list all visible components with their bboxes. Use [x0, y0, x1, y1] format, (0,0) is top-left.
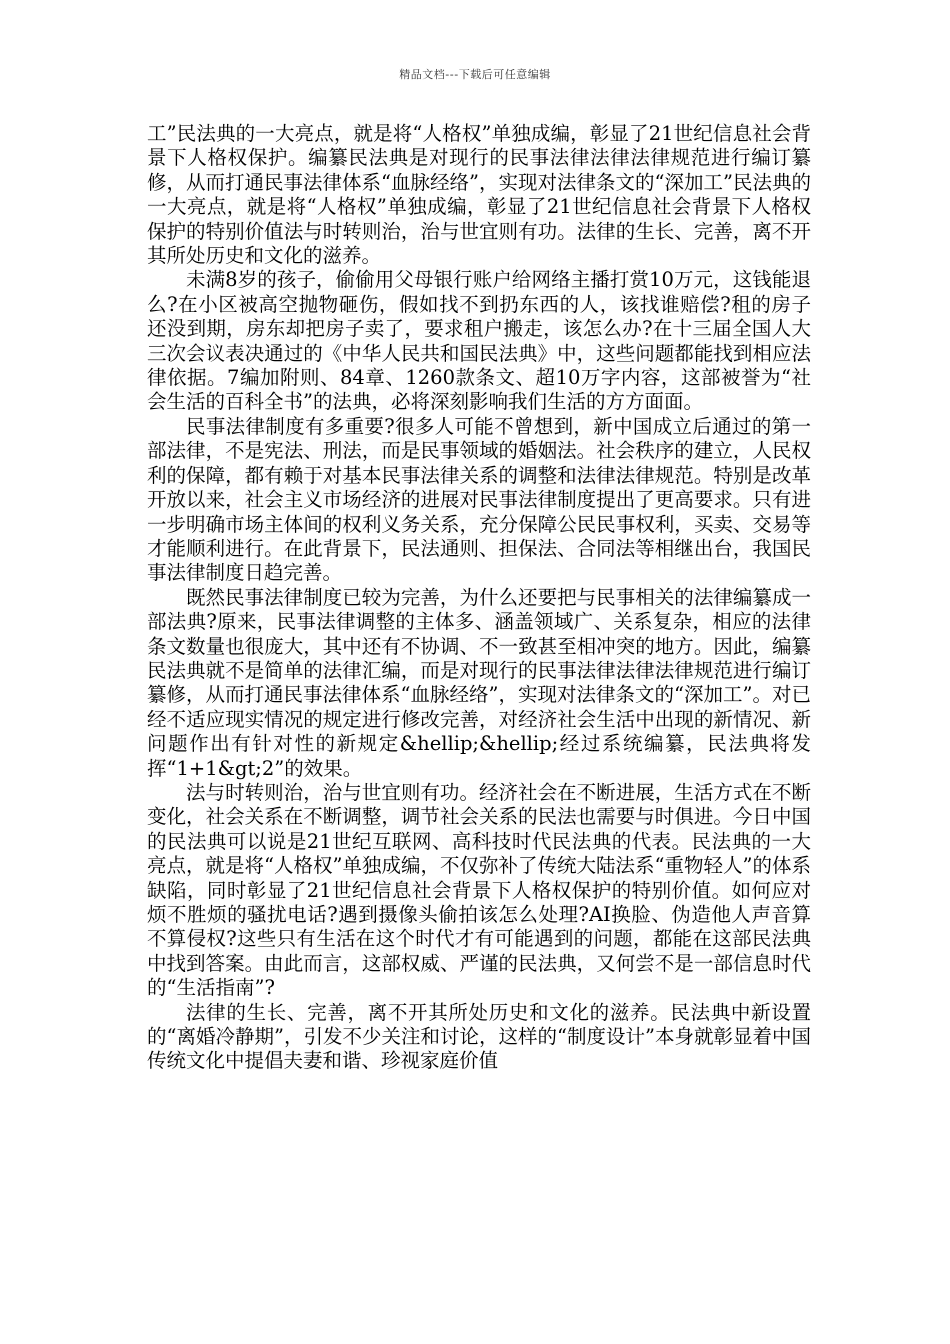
paragraph-4: 既然民事法律制度已较为完善，为什么还要把与民事相关的法律编纂成一部法典?原来，民事法律调整的主体多、涵盖领域广、关系复杂，相应的法律条文数量也很庞大，其中还有不协调、不一致甚至相冲突的地方。因此，编纂民法典就不是简单的法律汇编，而是对现行的民事法律法律法律规范进行编订纂修，从而打通民事法律体系“血脉经络”，实现对法律条文的“深加工”。对已经不适应现实情况的规定进行修改完善，对经济社会生活中出现的新情况、新问题作出有针对性的新规定&hellip;&hellip;经过系统编纂，民法典将发挥“1+1&gt;2”的效果。: [147, 585, 811, 780]
paragraph-6: 法律的生长、完善，离不开其所处历史和文化的滋养。民法典中新设置的“离婚冷静期”，引发不少关注和讨论，这样的“制度设计”本身就彰显着中国传统文化中提倡夫妻和谐、珍视家庭价值: [147, 1000, 811, 1073]
document-body: [147, 122, 811, 1074]
paragraph-5: 法与时转则治，治与世宜则有功。经济社会在不断进展，生活方式在不断变化，社会关系在不断调整，调节社会关系的民法也需要与时俱进。今日中国的民法典可以说是21世纪互联网、高科技时代民法典的代表。民法典的一大亮点，就是将“人格权”单独成编，不仅弥补了传统大陆法系“重物轻人”的体系缺陷，同时彰显了21世纪信息社会背景下人格权保护的特别价值。如何应对烦不胜烦的骚扰电话?遇到摄像头偷拍该怎么处理?AI换脸、伪造他人声音算不算侵权?这些只有生活在这个时代才有可能遇到的问题，都能在这部民法典中找到答案。由此而言，这部权威、严谨的民法典，又何尝不是一部信息时代的“生活指南”?: [147, 780, 811, 1000]
paragraph-3: 民事法律制度有多重要?很多人可能不曾想到，新中国成立后通过的第一部法律，不是宪法、刑法，而是民事领域的婚姻法。社会秩序的建立，人民权利的保障，都有赖于对基本民事法律关系的调整和法律法律规范。特别是改革开放以来，社会主义市场经济的进展对民事法律制度提出了更高要求。只有进一步明确市场主体间的权利义务关系，充分保障公民民事权利，买卖、交易等才能顺利进行。在此背景下，民法通则、担保法、合同法等相继出台，我国民事法律制度日趋完善。: [147, 414, 811, 585]
paragraph-1: 工”民法典的一大亮点，就是将“人格权”单独成编，彰显了21世纪信息社会背景下人格权保护。编纂民法典是对现行的民事法律法律法律规范进行编订纂修，从而打通民事法律体系“血脉经络”，实现对法律条文的“深加工”民法典的一大亮点，就是将“人格权”单独成编，彰显了21世纪信息社会背景下人格权保护的特别价值法与时转则治，治与世宜则有功。法律的生长、完善，离不开其所处历史和文化的滋养。: [147, 122, 811, 268]
page-header: 精品文档---下载后可任意编辑: [399, 68, 551, 81]
paragraph-2: 未满8岁的孩子，偷偷用父母银行账户给网络主播打赏10万元，这钱能退么?在小区被高空抛物砸伤，假如找不到扔东西的人，该找谁赔偿?租的房子还没到期，房东却把房子卖了，要求租户搬走，该怎么办?在十三届全国人大三次会议表决通过的《中华人民共和国民法典》中，这些问题都能找到相应法律依据。7编加附则、84章、1260款条文、超10万字内容，这部被誉为“社会生活的百科全书”的法典，必将深刻影响我们生活的方方面面。: [147, 268, 811, 414]
